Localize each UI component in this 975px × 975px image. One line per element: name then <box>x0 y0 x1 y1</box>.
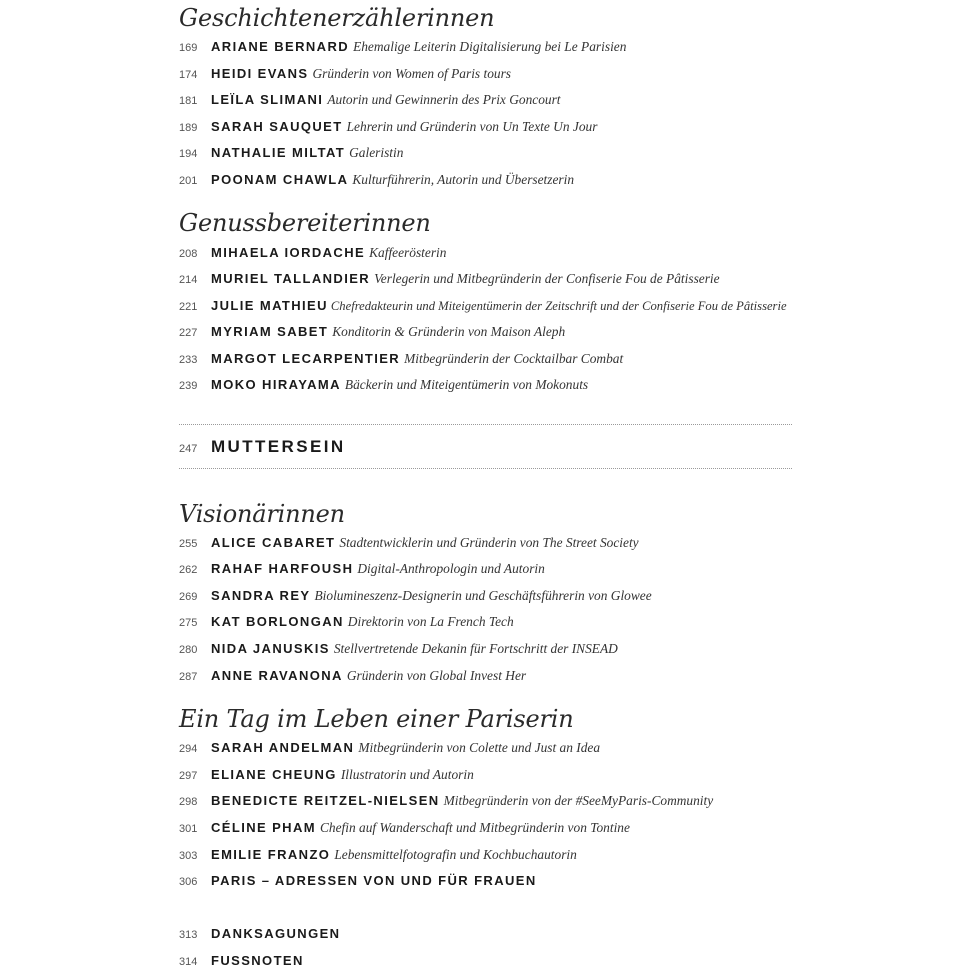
page-number: 227 <box>179 327 198 339</box>
entry-name: ANNE RAVANONA <box>211 668 343 683</box>
entry-description: Galeristin <box>349 145 404 160</box>
entry-name: ALICE CABARET <box>211 535 336 550</box>
page-number: 255 <box>179 538 198 550</box>
section-title-genussbereiterinnen: Genussbereiterinnen <box>179 209 431 237</box>
entry-name: NATHALIE MILTAT <box>211 145 346 160</box>
page-number: 174 <box>179 69 198 81</box>
entry-name: MARGOT LECARPENTIER <box>211 351 401 366</box>
entry-description: Biolumineszenz-Designerin und Geschäftsführerin von Glowee <box>314 588 652 603</box>
entry-description: Chefredakteurin und Miteigentümerin der Zeitschrift und der Confiserie Fou de Pâtisserie <box>330 299 787 313</box>
dotted-divider <box>179 468 792 469</box>
page-number: 214 <box>179 274 198 286</box>
entry-description: Ehemalige Leiterin Digitalisierung bei Le Parisien <box>353 39 627 54</box>
entry-name: BENEDICTE REITZEL-NIELSEN <box>211 793 440 808</box>
entry-name: JULIE MATHIEU <box>211 298 328 313</box>
entry-name: FUSSNOTEN <box>211 953 304 968</box>
entry-name: MOKO HIRAYAMA <box>211 377 341 392</box>
entry-name: NIDA JANUSKIS <box>211 641 330 656</box>
entry-name: CÉLINE PHAM <box>211 820 316 835</box>
entry-description: Gründerin von Global Invest Her <box>346 668 527 683</box>
page-number: 298 <box>179 796 198 808</box>
entry-description: Kulturführerin, Autorin und Übersetzerin <box>352 172 575 187</box>
entry-description: Gründerin von Women of Paris tours <box>312 66 512 81</box>
entry-name: RAHAF HARFOUSH <box>211 561 354 576</box>
entry-name: PARIS – ADRESSEN VON UND FÜR FRAUEN <box>211 873 537 888</box>
entry-name: SARAH SAUQUET <box>211 119 343 134</box>
page-number: 221 <box>179 301 198 313</box>
entry-name: MYRIAM SABET <box>211 324 329 339</box>
page-number: 181 <box>179 95 198 107</box>
page-number: 275 <box>179 617 198 629</box>
entry-description: Kaffeerösterin <box>369 245 447 260</box>
page-number: 287 <box>179 671 198 683</box>
page-number: 262 <box>179 564 198 576</box>
entry-name: DANKSAGUNGEN <box>211 926 341 941</box>
section-title-geschichtenerzaehlerinnen: Geschichtenerzählerinnen <box>179 4 495 32</box>
page-number: 201 <box>179 175 198 187</box>
page-number: 314 <box>179 956 198 968</box>
entry-description: Direktorin von La French Tech <box>347 614 514 629</box>
page-number: 239 <box>179 380 198 392</box>
entry-description: Mitbegründerin von Colette und Just an Idea <box>358 740 601 755</box>
chapter-label: MUTTERSEIN <box>211 437 346 456</box>
entry-description: Konditorin & Gründerin von Maison Aleph <box>332 324 566 339</box>
entry-name: EMILIE FRANZO <box>211 847 331 862</box>
page-number: 313 <box>179 929 198 941</box>
entry-name: ARIANE BERNARD <box>211 39 350 54</box>
page-number: 303 <box>179 850 198 862</box>
entry-name: SARAH ANDELMAN <box>211 740 355 755</box>
entry-description: Mitbegründerin von der #SeeMyParis-Community <box>443 793 714 808</box>
entry-description: Stadtentwicklerin und Gründerin von The Street Society <box>339 535 639 550</box>
page-number: 247 <box>179 443 198 455</box>
entry-description: Illustratorin und Autorin <box>340 767 474 782</box>
entry-name: POONAM CHAWLA <box>211 172 349 187</box>
entry-description: Verlegerin und Mitbegründerin der Confiserie Fou de Pâtisserie <box>374 271 720 286</box>
section-title-visionaerinnen: Visionärinnen <box>179 500 345 528</box>
page-number: 294 <box>179 743 198 755</box>
page-number: 233 <box>179 354 198 366</box>
page-number: 189 <box>179 122 198 134</box>
entry-description: Mitbegründerin der Cocktailbar Combat <box>404 351 624 366</box>
entry-description: Bäckerin und Miteigentümerin von Mokonuts <box>344 377 589 392</box>
entry-name: MIHAELA IORDACHE <box>211 245 366 260</box>
page-number: 306 <box>179 876 198 888</box>
page-number: 269 <box>179 591 198 603</box>
page-number: 280 <box>179 644 198 656</box>
entry-description: Lehrerin und Gründerin von Un Texte Un Jour <box>346 119 598 134</box>
entry-description: Chefin auf Wanderschaft und Mitbegründerin von Tontine <box>319 820 630 835</box>
entry-name: HEIDI EVANS <box>211 66 309 81</box>
entry-name: LEÏLA SLIMANI <box>211 92 324 107</box>
page-number: 301 <box>179 823 198 835</box>
dotted-divider <box>179 424 792 425</box>
section-title-ein-tag-im-leben: Ein Tag im Leben einer Pariserin <box>179 705 574 733</box>
entry-description: Digital-Anthropologin und Autorin <box>357 561 545 576</box>
entry-description: Autorin und Gewinnerin des Prix Goncourt <box>327 92 561 107</box>
page-number: 208 <box>179 248 198 260</box>
entry-name: KAT BORLONGAN <box>211 614 344 629</box>
entry-name: MURIEL TALLANDIER <box>211 271 371 286</box>
entry-name: SANDRA REY <box>211 588 311 603</box>
entry-description: Lebensmittelfotografin und Kochbuchautorin <box>334 847 577 862</box>
page-number: 297 <box>179 770 198 782</box>
entry-name: ELIANE CHEUNG <box>211 767 337 782</box>
entry-description: Stellvertretende Dekanin für Fortschritt der INSEAD <box>333 641 618 656</box>
page-number: 169 <box>179 42 198 54</box>
page-number: 194 <box>179 148 198 160</box>
